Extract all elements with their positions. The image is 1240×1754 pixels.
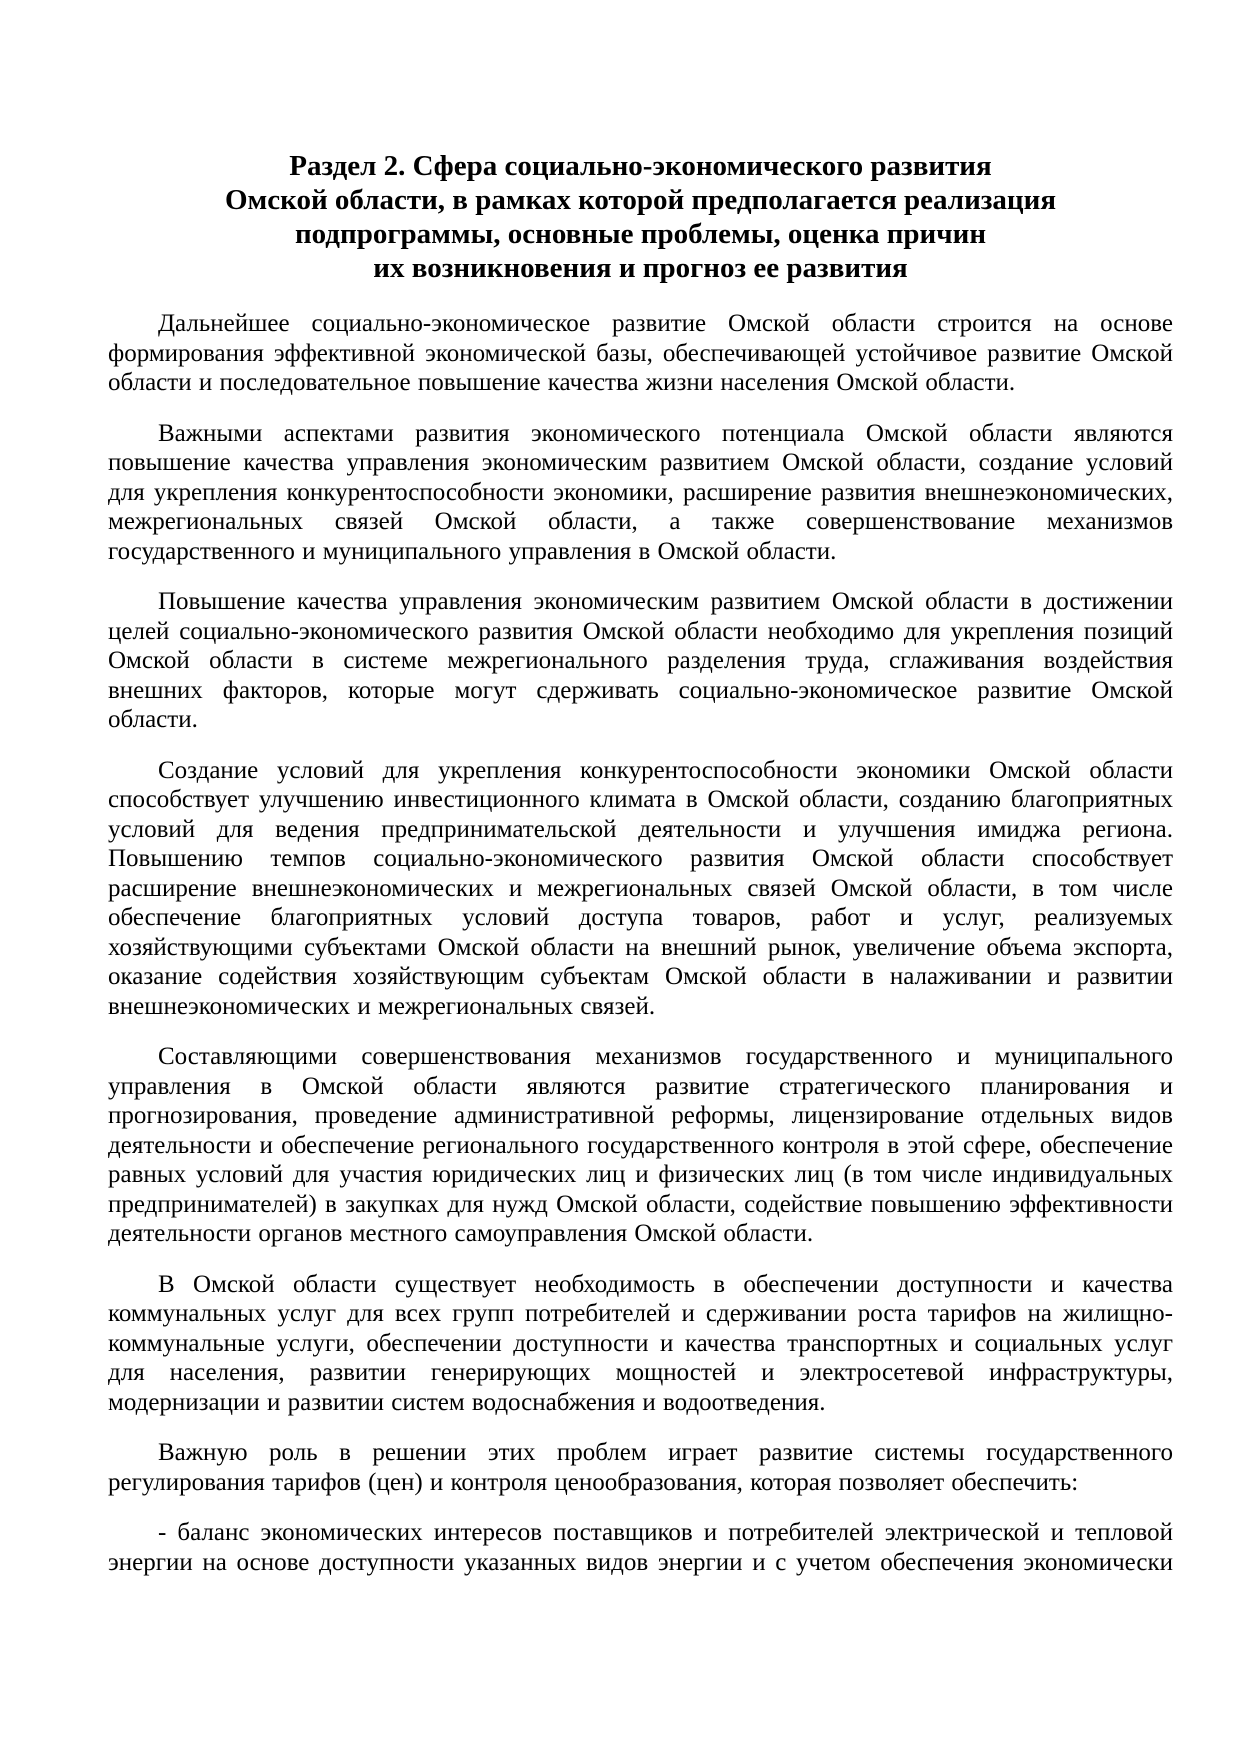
section-heading-line-3: подпрограммы, основные проблемы, оценка причин [294,218,987,250]
paragraph-1: Дальнейшее социально-экономическое развитие Омской области строится на основе формирования эффективной экономической базы, обеспечивающей устойчивое развитие Омской области и последовательное повышение качества жизни населения Омской области. [108,310,1173,396]
paragraph-4: Создание условий для укрепления конкурентоспособности экономики Омской области способствует улучшению инвестиционного климата в Омской области, созданию благоприятных условий для ведения предпринимательской деятельности и улучшения имиджа региона. Повышению темпов социально-экономического развития Омской области способствует расширение внешнеэкономических и межрегиональных связей Омской области, в том числе обеспечение благоприятных условий доступа товаров, работ и услуг, реализуемых хозяйствующими субъектами Омской области на внешний рынок, увеличение объема экспорта, оказание содействия хозяйствующим субъектам Омской области в налаживании и развитии внешнеэкономических и межрегиональных связей. [108,756,1173,1020]
paragraph-7: Важную роль в решении этих проблем играет развитие системы государственного регулирования тарифов (цен) и контроля ценообразования, которая позволяет обеспечить: [108,1439,1173,1496]
paragraph-5: Составляющими совершенствования механизмов государственного и муниципального управления в Омской области являются развитие стратегического планирования и прогнозирования, проведение административной реформы, лицензирование отдельных видов деятельности и обеспечение регионального государственного контроля в этой сфере, обеспечение равных условий для участия юридических лиц и физических лиц (в том числе индивидуальных предпринимателей) в закупках для нужд Омской области, содействие повышению эффективности деятельности органов местного самоуправления Омской области. [108,1043,1173,1247]
paragraph-3: Повышение качества управления экономическим развитием Омской области в достижении целей социально-экономического развития Омской области необходимо для укрепления позиций Омской области в системе межрегионального разделения труда, сглаживания воздействия внешних факторов, которые могут сдерживать социально-экономическое развитие Омской области. [108,588,1173,733]
paragraph-2: Важными аспектами развития экономического потенциала Омской области являются повышение качества управления экономическим развитием Омской области, создание условий для укрепления конкурентоспособности экономики, расширение развития внешнеэкономических, межрегиональных связей Омской области, а также совершенствование механизмов государственного и муниципального управления в Омской области. [108,419,1173,565]
paragraph-6: В Омской области существует необходимость в обеспечении доступности и качества коммунальных услуг для всех групп потребителей и сдерживании роста тарифов на жилищно-коммунальные услуги, обеспечении доступности и качества транспортных и социальных услуг для населения, развитии генерирующих мощностей и электросетевой инфраструктуры, модернизации и развитии систем водоснабжения и водоотведения. [108,1270,1173,1416]
section-heading-line-4: их возникновения и прогноз ее развития [373,252,908,284]
section-heading-line-2: Омской области, в рамках которой предполагается реализация [224,184,1057,216]
section-heading-line-1: Раздел 2. Сфера социально-экономического развития [289,150,992,182]
paragraph-8-dash-item: - баланс экономических интересов поставщиков и потребителей электрической и тепловой энергии на основе доступности указанных видов энергии и с учетом обеспечения экономически [108,1519,1173,1576]
section-heading [108,149,1173,285]
